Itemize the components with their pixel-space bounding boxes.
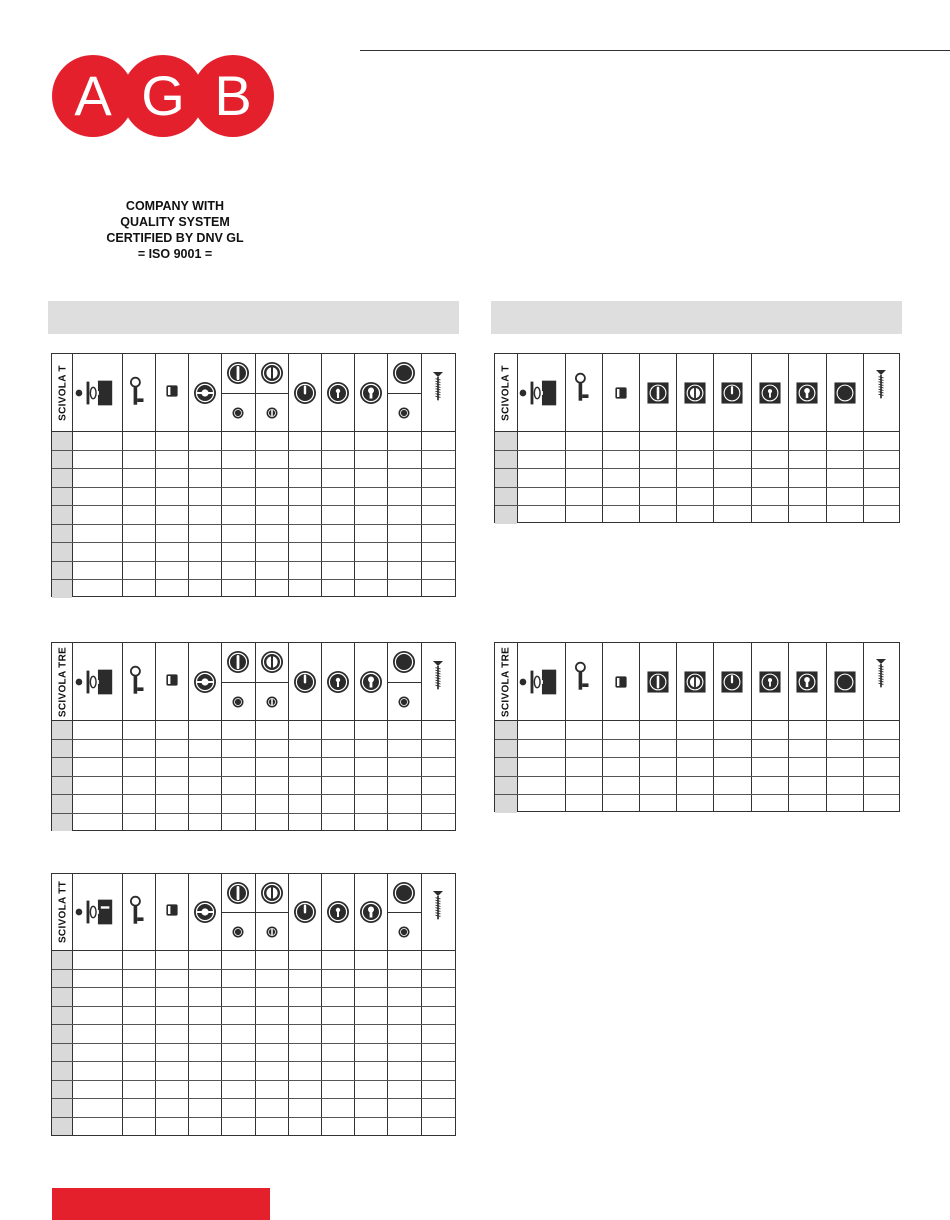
product-table-scivola-tre — [51, 642, 456, 831]
row-marker — [52, 970, 72, 988]
column-divider — [354, 643, 355, 830]
table-row — [52, 505, 455, 506]
table-row — [52, 468, 455, 469]
column-divider — [639, 354, 640, 522]
row-marker — [495, 777, 517, 795]
column-divider — [122, 874, 123, 1135]
thumbturn-rose-icon — [226, 361, 250, 390]
release-rose-icon — [260, 650, 284, 679]
square-release-icon — [684, 671, 706, 698]
screw-icon — [433, 372, 443, 407]
column-divider — [602, 643, 603, 811]
stacked-divider — [221, 682, 255, 683]
column-divider — [639, 643, 640, 811]
stacked-divider — [255, 912, 288, 913]
row-marker — [52, 1062, 72, 1080]
column-divider — [387, 874, 388, 1135]
stacked-divider — [387, 393, 421, 394]
thumbturn-escutcheon-icon — [266, 695, 278, 713]
cylinder-icon — [164, 383, 180, 404]
row-marker — [52, 951, 72, 969]
column-divider — [602, 354, 603, 522]
cylinder-icon — [164, 672, 180, 693]
column-divider — [255, 874, 256, 1135]
logo-letter-a: A — [74, 64, 112, 127]
row-marker — [52, 814, 72, 832]
row-marker — [52, 740, 72, 758]
section-bar-left — [48, 301, 459, 334]
row-marker — [52, 721, 72, 739]
release-rose-icon — [260, 881, 284, 910]
table-row — [52, 1061, 455, 1062]
column-divider — [188, 874, 189, 1135]
row-marker — [495, 469, 517, 487]
row-marker — [52, 525, 72, 543]
row-marker — [52, 777, 72, 795]
row-marker — [52, 432, 72, 450]
row-marker — [52, 543, 72, 561]
square-release-icon — [684, 382, 706, 409]
screw-icon — [433, 661, 443, 696]
table-row — [52, 739, 455, 740]
square-key-icon — [759, 382, 781, 409]
column-divider — [321, 643, 322, 830]
column-divider — [713, 643, 714, 811]
euro-cylinder-rose-icon — [359, 900, 383, 929]
thumbturn-rose-icon — [226, 881, 250, 910]
table-row — [52, 579, 455, 580]
row-marker — [52, 506, 72, 524]
row-marker — [52, 451, 72, 469]
square-thumbturn-icon — [647, 382, 669, 409]
blank-rose-icon — [392, 361, 416, 390]
row-marker — [52, 1081, 72, 1099]
table-row — [495, 487, 899, 488]
table-title-text: SCIVOLA TT — [57, 880, 69, 944]
row-marker — [52, 469, 72, 487]
table-row — [52, 1006, 455, 1007]
table-row — [495, 739, 899, 740]
column-divider — [288, 643, 289, 830]
table-row — [52, 524, 455, 525]
column-divider — [122, 643, 123, 830]
euro-cylinder-rose-icon — [359, 381, 383, 410]
table-title — [55, 874, 71, 950]
row-marker — [495, 795, 517, 813]
knob-rose-icon — [293, 900, 317, 929]
column-divider — [751, 354, 752, 522]
product-table-scivola-t — [51, 353, 456, 597]
row-marker — [495, 758, 517, 776]
row-marker — [52, 580, 72, 598]
table-row — [495, 450, 899, 451]
escutcheon-icon — [398, 406, 410, 424]
row-marker — [52, 1099, 72, 1117]
key-rose-icon — [326, 670, 350, 699]
cert-line: COMPANY WITH — [125, 199, 225, 213]
lock-body-icon — [74, 374, 120, 417]
table-title — [55, 643, 71, 720]
table-row — [495, 468, 899, 469]
table-row — [52, 794, 455, 795]
column-divider — [676, 643, 677, 811]
key-icon — [575, 371, 593, 412]
escutcheon-icon — [398, 695, 410, 713]
table-row — [52, 450, 455, 451]
lock-body-icon — [74, 663, 120, 706]
cylinder-icon — [164, 902, 180, 923]
table-title — [498, 354, 514, 431]
escutcheon-icon — [398, 925, 410, 943]
column-divider — [863, 354, 864, 522]
certification-note — [80, 198, 270, 262]
euro-cylinder-rose-icon — [359, 670, 383, 699]
key-icon — [130, 664, 148, 705]
column-divider — [676, 354, 677, 522]
row-marker — [495, 451, 517, 469]
cylinder-icon — [613, 674, 629, 695]
square-euro-cylinder-icon — [796, 382, 818, 409]
column-divider — [188, 643, 189, 830]
thumbturn-rose-icon — [193, 670, 217, 699]
table-row — [52, 987, 455, 988]
column-divider — [421, 874, 422, 1135]
column-divider — [421, 643, 422, 830]
table-title — [498, 643, 514, 720]
row-marker — [52, 1044, 72, 1062]
column-divider — [321, 874, 322, 1135]
stacked-divider — [221, 393, 255, 394]
stacked-divider — [221, 912, 255, 913]
row-marker — [52, 1007, 72, 1025]
column-divider — [751, 643, 752, 811]
agb-logo — [52, 55, 274, 137]
table-row — [52, 776, 455, 777]
row-marker — [52, 988, 72, 1006]
square-blank-icon — [834, 671, 856, 698]
row-marker — [495, 488, 517, 506]
lock-body-icon — [518, 374, 564, 417]
square-blank-icon — [834, 382, 856, 409]
product-table-scivola-tt — [51, 873, 456, 1136]
blank-rose-icon — [392, 881, 416, 910]
screw-icon — [433, 891, 443, 926]
thumbturn-rose-icon — [193, 381, 217, 410]
table-row — [495, 776, 899, 777]
table-row — [52, 969, 455, 970]
column-divider — [354, 874, 355, 1135]
stacked-divider — [255, 393, 288, 394]
column-divider — [387, 643, 388, 830]
stacked-divider — [387, 912, 421, 913]
table-row — [52, 1024, 455, 1025]
blank-rose-icon — [392, 650, 416, 679]
table-title-text: SCIVOLA TRE — [500, 646, 512, 717]
stacked-divider — [255, 682, 288, 683]
row-marker — [52, 488, 72, 506]
key-icon — [575, 660, 593, 701]
table-title-text: SCIVOLA T — [500, 364, 512, 421]
row-marker — [495, 721, 517, 739]
logo-letter-b: B — [214, 64, 252, 127]
column-divider — [72, 643, 73, 830]
row-marker — [495, 432, 517, 450]
screw-icon — [876, 659, 886, 694]
thumbturn-rose-icon — [193, 900, 217, 929]
column-divider — [863, 643, 864, 811]
column-divider — [788, 643, 789, 811]
thumbturn-escutcheon-icon — [266, 925, 278, 943]
square-euro-cylinder-icon — [796, 671, 818, 698]
escutcheon-icon — [232, 406, 244, 424]
column-divider — [155, 874, 156, 1135]
table-row — [52, 1117, 455, 1118]
release-rose-icon — [260, 361, 284, 390]
thumbturn-escutcheon-icon — [266, 406, 278, 424]
table-row — [52, 813, 455, 814]
column-divider — [255, 643, 256, 830]
row-marker — [52, 1025, 72, 1043]
row-marker — [495, 506, 517, 524]
section-bar-right — [491, 301, 902, 334]
column-divider — [288, 874, 289, 1135]
key-icon — [130, 375, 148, 416]
column-divider — [221, 874, 222, 1135]
table-row — [52, 561, 455, 562]
cylinder-icon — [613, 385, 629, 406]
escutcheon-icon — [232, 925, 244, 943]
column-divider — [155, 643, 156, 830]
knob-rose-icon — [293, 381, 317, 410]
table-title-text: SCIVOLA TRE — [57, 646, 69, 717]
table-row — [52, 1043, 455, 1044]
footer-red-bar — [52, 1188, 270, 1220]
cert-line: QUALITY SYSTEM — [120, 215, 230, 229]
square-knob-icon — [721, 671, 743, 698]
column-divider — [826, 354, 827, 522]
row-marker — [52, 758, 72, 776]
product-table-scivola-t-square — [494, 353, 900, 523]
double-lock-body-icon — [74, 893, 120, 936]
header-rule — [360, 50, 950, 51]
lock-body-icon — [518, 663, 564, 706]
escutcheon-icon — [232, 695, 244, 713]
cert-line: CERTIFIED BY DNV GL — [106, 231, 244, 245]
table-title — [55, 354, 71, 431]
square-key-icon — [759, 671, 781, 698]
column-divider — [565, 354, 566, 522]
row-marker — [495, 740, 517, 758]
table-row — [52, 757, 455, 758]
product-table-scivola-tre-square — [494, 642, 900, 812]
column-divider — [713, 354, 714, 522]
column-divider — [72, 874, 73, 1135]
key-rose-icon — [326, 381, 350, 410]
row-marker — [52, 1118, 72, 1136]
column-divider — [826, 643, 827, 811]
logo-letter-g: G — [141, 64, 185, 127]
thumbturn-rose-icon — [226, 650, 250, 679]
knob-rose-icon — [293, 670, 317, 699]
table-row — [52, 1080, 455, 1081]
table-title-text: SCIVOLA T — [57, 364, 69, 421]
row-marker — [52, 562, 72, 580]
column-divider — [221, 643, 222, 830]
screw-icon — [876, 370, 886, 405]
key-rose-icon — [326, 900, 350, 929]
square-knob-icon — [721, 382, 743, 409]
table-row — [495, 505, 899, 506]
table-row — [52, 542, 455, 543]
column-divider — [788, 354, 789, 522]
cert-line: = ISO 9001 = — [137, 247, 213, 261]
table-row — [52, 487, 455, 488]
column-divider — [565, 643, 566, 811]
stacked-divider — [387, 682, 421, 683]
key-icon — [130, 894, 148, 935]
table-row — [495, 757, 899, 758]
row-marker — [52, 795, 72, 813]
table-row — [495, 794, 899, 795]
square-thumbturn-icon — [647, 671, 669, 698]
table-row — [52, 1098, 455, 1099]
